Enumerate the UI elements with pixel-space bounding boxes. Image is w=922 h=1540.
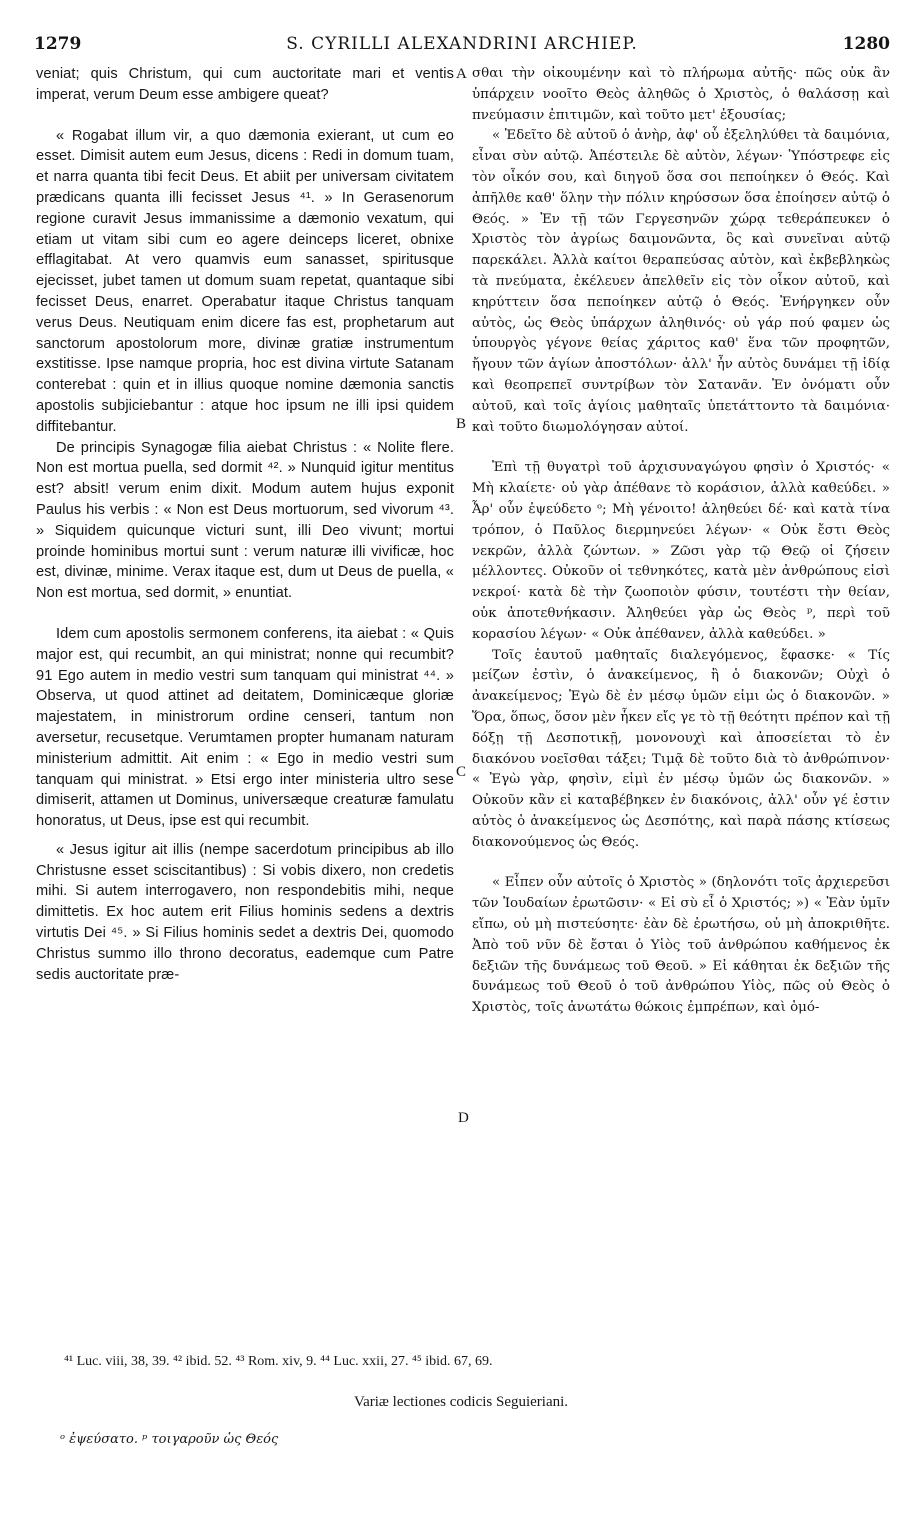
greek-paragraph: σθαι τὴν οἰκουμένην καὶ τὸ πλήρωμα αὐτῆς· πῶς οὐκ ἂν ὑπάρχειν νοοῖτο Θεὸς ἀληθῶς ὁ Χριστὸς, ὁ θαλάσσῃ καὶ πνεύμασιν ἐπιτιμῶν, καὶ τοῦτο μετ' ἐξουσίας; <box>472 66 890 123</box>
greek-paragraph: « Ἐδεῖτο δὲ αὐτοῦ ὁ ἀνὴρ, ἀφ' οὗ ἐξεληλύθει τὰ δαιμόνια, εἶναι σὺν αὐτῷ. Ἀπέστειλε δὲ αὐτὸν, λέγων· Ὑπόστρεφε εἰς τὸν οἶκόν σου, καὶ διηγοῦ ὅσα σοι πεποίηκεν ὁ Θεός. Καὶ ἀπῆλθε καθ' ὅλην τὴν πόλιν κηρύσσων ὅσα ἐποίησεν αὐτῷ ὁ Θεός. » Ἐν τῇ τῶν Γεργεσηνῶν χώρᾳ τεθεράπευκεν ὁ Χριστὸς τὸν ἀγρίως δαιμονῶντα, ὃς καὶ συνεῖναι αὐτῷ παρεκάλει. Ἀλλὰ καίτοι θεραπεύσας αὐτὸν, καὶ ἐκβεβληκὼς τὰ πνεύματα, ἐκέλευεν ἀπελθεῖν εἰς τὸν οἶκον αὐτοῦ, καὶ κηρύττειν ὅσα πεποίηκεν αὐτῷ ὁ Θεός. Ἐνήργηκεν οὖν αὐτὸς, ὡς Θεὸς ὑπάρχων ἀληθινός· οὐ γάρ πού φαμεν ὡς ὑπουργὸς γέγονε θείας χάριτος καθ' ἕνα τῶν προφητῶν, ἤγουν τῶν ἁγίων ἀποστόλων· ἀλλ' ἦν αὐτὸς δυνάμει τῇ ἰδίᾳ καὶ θεοπρεπεῖ συντρίβων τὸν Σατανᾶν. Ἐν ὀνόματι οὖν αὐτοῦ, καὶ τοῖς ἁγίοις μαθηταῖς ὑπετάττοντο τὰ δαιμόνια· καὶ τοῦτο διωμολόγησαν αὐτοί. <box>472 128 890 435</box>
footnotes: ⁴¹ Luc. viii, 38, 39. ⁴² ibid. 52. ⁴³ Rom. xiv, 9. ⁴⁴ Luc. xxii, 27. ⁴⁵ ibid. 67, 69. <box>64 1354 493 1369</box>
greek-paragraph: Τοῖς ἑαυτοῦ μαθηταῖς διαλεγόμενος, ἔφασκε· « Τίς μείζων ἐστὶν, ὁ ἀνακείμενος, ἢ ὁ διακονῶν; Οὐχὶ ὁ ἀνακείμενος; Ἐγὼ δὲ ἐν μέσῳ ὑμῶν εἰμι ὡς ὁ διακονῶν. » Ὅρα, ὅπως, ὅσον μὲν ἧκεν εἴς γε τὸ τῇ θεότητι πρέπον καὶ τῇ δόξῃ τῇ Δεσποτικῇ, μονονουχὶ καὶ ἀποσείεται τὸ ἐν διακόνου νοεῖσθαι τάξει; Τιμᾷ δὲ τοῦτο διὰ τὸ ἀνθρώπινον· « Ἐγὼ γὰρ, φησὶν, εἰμὶ ἐν μέσῳ ὑμῶν ὡς διακονῶν. » Οὐκοῦν κἂν εἰ καταβέβηκεν ἐν διακόνοις, ἀλλ' οὖν γέ ἐστιν αὐτὸς ὁ ἀνακείμενος ὡς Δεσπότης, καὶ παρὰ πάσης κτίσεως διακονούμενος ὡς Θεός. <box>472 647 890 850</box>
section-marker-b: B <box>456 416 467 432</box>
latin-paragraph: veniat; quis Christum, qui cum auctoritate mari et ventis imperat, verum Deum esse ambigere queat? <box>36 66 454 103</box>
greek-column <box>472 64 890 1019</box>
page-header <box>34 34 890 58</box>
latin-paragraph: « Rogabat illum vir, a quo dæmonia exierant, ut cum eo esset. Dimisit autem eum Jesus, dicens : Redi in domum tuam, et narra quanta tibi fecit Deus. Et abiit per universam civitatem prædicans quanta illi fecisset Jesus ⁴¹. » In Gerasenorum regione curavit Jesus immanissime a dæmonio vexatum, qui etiam ut vitam sibi cum eo agere deinceps liceret, obnixe efflagitabat. At vero quamvis eum sanasset, spiritusque ejecisset, jubet tamen ut domum suam repetat, quantaque sibi fecisset Deus, enarret. Operabatur itaque Christus tanquam verus Deus. Neutiquam enim dicere fas est, prophetarum aut sanctorum apostolorum more, divinæ gratiæ instrumentum exstitisse. Ipse namque propria, hoc est divina virtute Satanam conterebat : quin et in illius quoque nomine dæmonia sanctis apostolis subjiciebantur : atque hoc ipsum ne illi ipsi quidem diffitebantur. <box>36 127 454 435</box>
section-marker-c: C <box>456 764 467 780</box>
latin-paragraph: De principis Synagogæ filia aiebat Christus : « Nolite flere. Non est mortua puella, sed dormit ⁴². » Nunquid igitur mentitus est? absit! verum enim dixit. Modum autem hujus exponit Paulus his verbis : « Non est Deus mortuorum, sed vivorum ⁴³. » Siquidem quicunque victuri sunt, illi Deo vivunt; mortui proinde hominibus mortui sunt : verum naturæ illi vivificæ, hoc est, divinæ, minime. Verax itaque est, dum ut Deus de puella, « Non est mortua, sed dormit, » enuntiat. <box>36 439 454 602</box>
page-number-right: 1280 <box>842 34 890 54</box>
latin-paragraph: Idem cum apostolis sermonem conferens, ita aiebat : « Quis major est, qui recumbit, an qui ministrat; nonne qui recumbit? 91 Ego autem in medio vestri sum tanquam qui ministrat ⁴⁴. » Observa, ut quod attinet ad deitatem, Dominicæque gloriæ majestatem, in ministrorum ordine censeri, tantum non aversetur, recusetque. Verumtamen propter humanam naturam ministerium admittit. Ait enim : « Ego in medio vestri sum tanquam qui ministrat. » Etsi ergo inter ministeria ultro sese dimiserit, attamen ut Dominus, universæque creaturæ famulatu honoratus, ut Deus, ipse est qui recumbit. <box>36 625 454 830</box>
section-marker-d: D <box>458 1110 469 1126</box>
latin-paragraph: « Jesus igitur ait illis (nempe sacerdotum principibus ab illo Christusne esset sciscitantibus) : Si vobis dixero, non credetis mihi. Si autem interrogavero, non respondebitis mihi, neque dimittetis. Ex hoc autem erit Filius hominis sedens a dextris virtutis Dei ⁴⁵. » Si Filius hominis sedet a dextris Dei, quomodo Christus summo illo throno decoratus, eademque cum Patre sedis auctoritate præ- <box>36 841 454 983</box>
variae-lectiones-title: Variæ lectiones codicis Seguieriani. <box>353 1394 569 1410</box>
section-marker-a: A <box>456 66 467 82</box>
greek-paragraph: « Εἶπεν οὖν αὐτοῖς ὁ Χριστὸς » (δηλονότι τοῖς ἀρχιερεῦσι τῶν Ἰουδαίων ἐρωτῶσιν· « Εἰ σὺ εἶ ὁ Χριστός; ») « Ἐὰν ὑμῖν εἴπω, οὐ μὴ πιστεύσητε· ἐὰν δὲ ἐρωτήσω, οὐ μὴ ἀποκριθῆτε. Ἀπὸ τοῦ νῦν δὲ ἔσται ὁ Υἱὸς τοῦ ἀνθρώπου καθήμενος ἐκ δεξιῶν τῆς δυνάμεως τοῦ Θεοῦ. » Εἰ κάθηται ἐκ δεξιῶν τῆς δυνάμεως τοῦ Θεοῦ ὁ τοῦ ἀνθρώπου Υἱὸς, πῶς οὐ Θεὸς ὁ Χριστὸς, τοῖς ἀνωτάτω θώκοις ἐμπρέπων, καὶ ὁμό- <box>472 875 890 1016</box>
page-number-left: 1279 <box>34 34 82 54</box>
running-title: S. CYRILLI ALEXANDRINI ARCHIEP. <box>286 34 638 54</box>
greek-paragraph: Ἐπὶ τῇ θυγατρὶ τοῦ ἀρχισυναγώγου φησὶν ὁ Χριστός· « Μὴ κλαίετε· οὐ γὰρ ἀπέθανε τὸ κοράσιον, ἀλλὰ καθεύδει. » Ἆρ' οὖν ἐψεύδετο ᵒ; Μὴ γένοιτο! ἀληθεύει δέ· καὶ κατὰ τίνα τρόπον, ὁ Παῦλος διερμηνεύει λέγων· « Οὐκ ἔστι Θεὸς νεκρῶν, ἀλλὰ ζώντων. » Ζῶσι γὰρ τῷ Θεῷ οἱ ζήσειν μέλλοντες. Οὐκοῦν οἱ τεθνηκότες, κατὰ μὲν ἀνθρώπους εἰσὶ νεκροί· κατὰ δὲ τὴν ζωοποιὸν φύσιν, τουτέστι τὴν θείαν, οὐκ ἀποτεθνήκασιν. Ἀληθεύει γὰρ ὡς Θεὸς ᵖ, περὶ τοῦ κορασίου λέγων· « Οὐκ ἀπέθανεν, ἀλλὰ καθεύδει. » <box>472 460 890 642</box>
variant-readings: ᵒ ἐψεύσατο. ᵖ τοιγαροῦν ὡς Θεός <box>60 1432 279 1447</box>
latin-column <box>36 64 454 985</box>
